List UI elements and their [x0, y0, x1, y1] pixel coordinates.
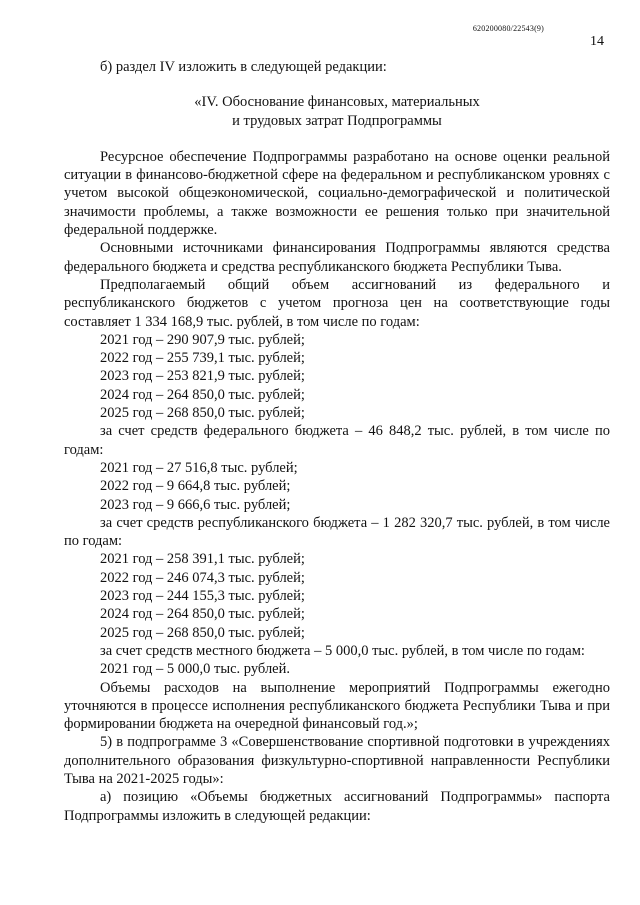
republic-year-item: 2025 год – 268 850,0 тыс. рублей; [100, 624, 305, 641]
total-year-item: 2023 год – 253 821,9 тыс. рублей; [100, 368, 305, 385]
item-5: 5) в подпрограмме 3 «Совершенствование спортивной подготовки в учреждениях дополнительного образования физкультурно-спортивной направленности Республики Тыва на 2021-2025 годы»: [64, 734, 610, 787]
republic-year-item: 2022 год – 246 074,3 тыс. рублей; [100, 569, 305, 586]
republic-year-item: 2023 год – 244 155,3 тыс. рублей; [100, 588, 305, 605]
federal-year-item: 2021 год – 27 516,8 тыс. рублей; [100, 459, 298, 476]
local-year-item: 2021 год – 5 000,0 тыс. рублей. [100, 661, 291, 678]
intro-line: б) раздел IV изложить в следующей редакции: [100, 59, 387, 75]
total-year-item: 2025 год – 268 850,0 тыс. рублей; [100, 405, 305, 422]
federal-year-item: 2022 год – 9 664,8 тыс. рублей; [100, 478, 291, 495]
republic-year-item: 2024 год – 264 850,0 тыс. рублей; [100, 606, 305, 623]
total-year-item: 2022 год – 255 739,1 тыс. рублей; [100, 350, 305, 367]
document-id: 620200080/22543(9) [472, 24, 544, 33]
document-body [64, 58, 610, 825]
republic-intro: за счет средств республиканского бюджета – 1 282 320,7 тыс. рублей, в том числе по годам: [64, 514, 610, 550]
total-year-item: 2021 год – 290 907,9 тыс. рублей; [100, 331, 305, 348]
section-title [64, 93, 610, 130]
page-number: 14 [590, 34, 604, 49]
federal-year-item: 2023 год – 9 666,6 тыс. рублей; [100, 496, 291, 513]
paragraph-sources: Основными источниками финансирования Подпрограммы являются средства федерального бюджета и средства республиканского бюджета Республики Тыва. [64, 240, 610, 275]
republic-year-item: 2021 год – 258 391,1 тыс. рублей; [100, 551, 305, 568]
paragraph-resources: Ресурсное обеспечение Подпрограммы разработано на основе оценки реальной ситуации в финансово-бюджетной сфере на федеральном и республиканском уровнях с учетом высокой общеэкономической, социально-демографической и политической значимости проблемы, а также возможности ее решения только при значительной федеральной поддержке. [64, 148, 610, 239]
local-intro: за счет средств местного бюджета – 5 000,0 тыс. рублей, в том числе по годам: [100, 642, 585, 659]
federal-intro: за счет средств федерального бюджета – 46 848,2 тыс. рублей, в том числе по годам: [64, 423, 610, 458]
section-title-line2: и трудовых затрат Подпрограммы [232, 112, 442, 129]
item-5a: а) позицию «Объемы бюджетных ассигнований Подпрограммы» паспорта Подпрограммы изложить в следующей редакции: [64, 789, 610, 824]
paragraph-total: Предполагаемый общий объем ассигнований из федерального и республиканского бюджетов с учетом прогноза цен на соответствующие годы составляет 1 334 168,9 тыс. рублей, в том числе по годам: [64, 276, 610, 330]
total-year-item: 2024 год – 264 850,0 тыс. рублей; [100, 386, 305, 403]
closing-paragraph: Объемы расходов на выполнение мероприятий Подпрограммы ежегодно уточняются в процессе исполнения республиканского бюджета Республики Тыва и при формировании бюджета на очередной финансовый год.»; [64, 679, 610, 733]
section-title-line1: «IV. Обоснование финансовых, материальных [194, 94, 480, 111]
